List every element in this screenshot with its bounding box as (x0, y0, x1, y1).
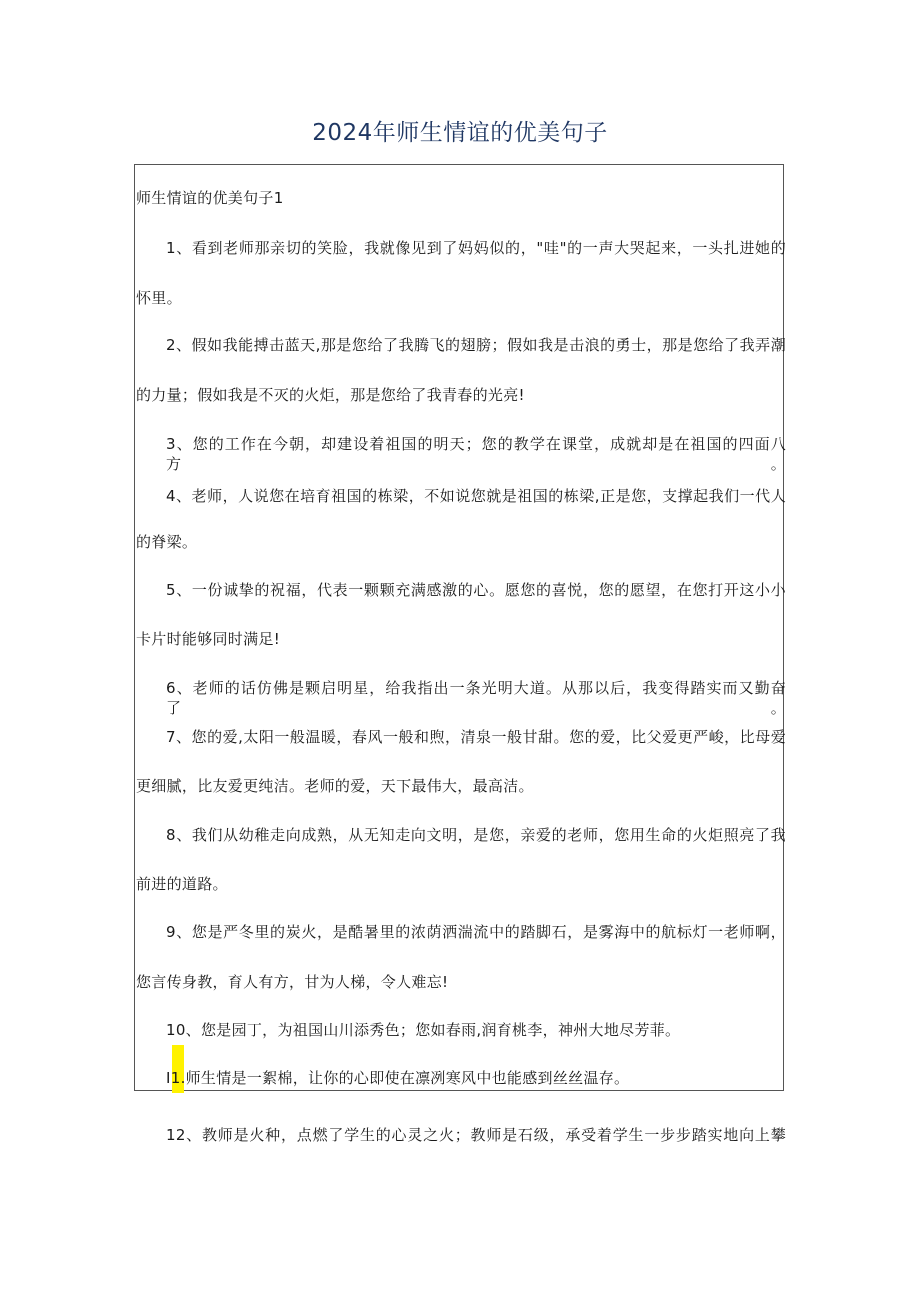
sentence-line: I1.师生情是一絮棉，让你的心即使在凛冽寒风中也能感到丝丝温存。 (166, 1069, 630, 1087)
sentence-line: 的力量；假如我是不灭的火炬，那是您给了我青春的光亮! (136, 386, 525, 404)
sentence-line: 1、看到老师那亲切的笑脸，我就像见到了妈妈似的，"哇"的一声大哭起来，一头扎进她的 (166, 239, 786, 257)
sentence-line: 8、我们从幼稚走向成熟，从无知走向文明，是您，亲爱的老师，您用生命的火炬照亮了我 (166, 826, 786, 844)
sentence-line: 更细腻，比友爱更纯洁。老师的爱，天下最伟大，最高洁。 (136, 777, 534, 795)
sentence-line: 您言传身教，育人有方，甘为人梯，令人难忘! (136, 973, 449, 991)
sentence-line: 卡片时能够同时满足! (136, 630, 281, 648)
sentence-line: 的脊梁。 (136, 533, 198, 551)
sentence-line: 5、一份诚挚的祝福，代表一颗颗充满感激的心。愿您的喜悦，您的愿望，在您打开这小小 (166, 581, 786, 599)
sentence-line: 9、您是严冬里的炭火，是酷暑里的浓荫洒湍流中的踏脚石，是雾海中的航标灯一老师啊， (166, 923, 786, 941)
sentence-line: 12、教师是火种，点燃了学生的心灵之火；教师是石级，承受着学生一步步踏实地向上攀 (166, 1126, 786, 1144)
sentence-line: 怀里。 (136, 289, 182, 307)
sentence-line: 前进的道路。 (136, 875, 228, 893)
sentence-line: 6、老师的话仿佛是颗启明星，给我指出一条光明大道。从那以后，我变得踏实而又勤奋了。 (166, 679, 786, 717)
sentence-line: 3、您的工作在今朝，却建设着祖国的明天；您的教学在课堂，成就却是在祖国的四面八方。 (166, 435, 786, 473)
sentence-line: 2、假如我能搏击蓝天,那是您给了我腾飞的翅膀；假如我是击浪的勇士，那是您给了我弄潮 (166, 336, 786, 354)
sentence-line: 7、您的爱,太阳一般温暖，春风一般和煦，清泉一般甘甜。您的爱，比父爱更严峻，比母爱 (166, 728, 786, 746)
sentence-line: 10、您是园丁，为祖国山川添秀色；您如春雨,润育桃李，神州大地尽芳菲。 (166, 1021, 681, 1039)
section-heading: 师生情谊的优美句子1 (136, 189, 284, 207)
document-title: 2024年师生情谊的优美句子 (312, 120, 608, 146)
sentence-line: 4、老师，人说您在培育祖国的栋梁，不如说您就是祖国的栋梁,正是您，支撑起我们一代人 (166, 487, 786, 505)
